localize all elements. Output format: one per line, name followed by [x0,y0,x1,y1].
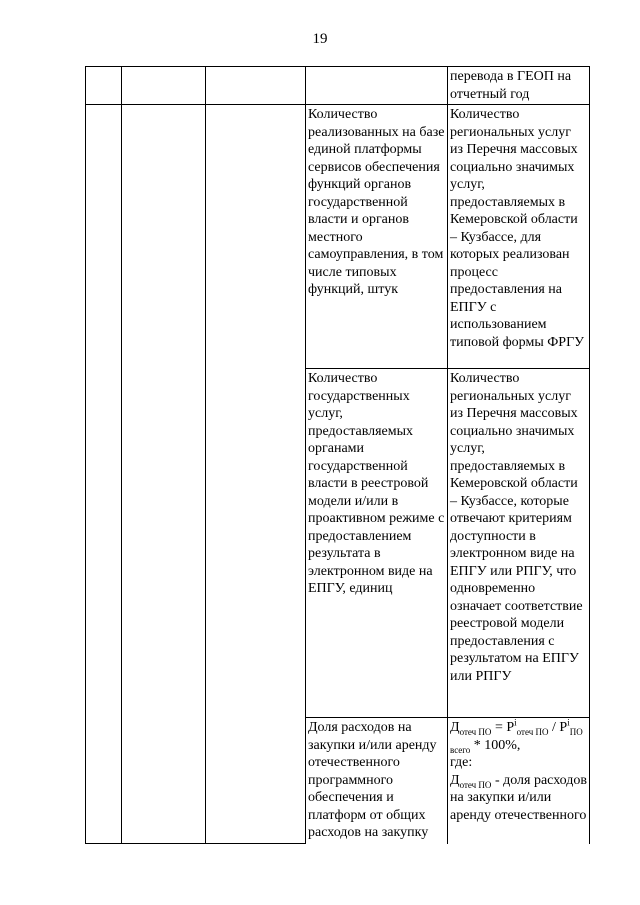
formula-p2-sup: i [567,717,570,728]
formula-d: Д [450,720,460,735]
formula-line [450,719,587,754]
indicator-cell: Количество реализованных на базе единой платформы сервисов обеспечения функций органов государственной власти и органов местного самоуправления, в том числе типовых функций, штук [306,105,448,369]
def-d-sub: отеч ПО [459,779,492,790]
method-cell: перевода в ГЕОП на отчетный год [448,67,590,105]
table-cell [206,105,306,844]
method-cell: Количество региональных услуг из Перечня массовых социально значимых услуг, предоставляемых в Кемеровской области – Кузбассе, для которых реализован процесс предоставления на ЕПГУ с использованием типовой формы ФРГУ [448,105,590,369]
indicators-table [85,66,590,844]
formula-p-sup: i [514,717,517,728]
formula-where: где: [450,755,473,770]
table-row [86,105,590,369]
formula-p2-sub: ПО всего [450,726,583,755]
formula-p-sub: отеч ПО [516,726,549,737]
table-cell [122,67,206,105]
table-cell [86,67,122,105]
method-cell: Количество региональных услуг из Перечня массовых социально значимых услуг, предоставляемых в Кемеровской области – Кузбассе, которые отвечают критериям доступности в электронном виде на ЕПГУ или РПГУ, что одновременно означает соответствие реестровой модели предоставления с результатом на ЕПГУ или РПГУ [448,369,590,718]
formula-tail: * 100%, [470,737,521,753]
page-number: 19 [312,31,328,47]
indicator-cell: Доля расходов на закупки и/или аренду отечественного программного обеспечения и платформ от общих расходов на закупку [306,718,448,844]
formula-d-sub: отеч ПО [459,726,492,737]
def-text: - доля расходов на закупки и/или аренду отечественного [450,772,588,823]
table-row [86,67,590,105]
indicator-cell [306,67,448,105]
formula-eq: = Р [491,720,515,735]
formula-definition [450,772,587,825]
table-cell [86,105,122,844]
formula-cell [448,718,590,844]
table-cell [206,67,306,105]
def-d: Д [450,772,460,788]
formula-slash: / Р [548,720,568,735]
table-cell [122,105,206,844]
indicator-cell: Количество государственных услуг, предоставляемых органами государственной власти в реестровой модели и/или в проактивном режиме с предоставлением результата в электронном виде на ЕПГУ, единиц [306,369,448,718]
